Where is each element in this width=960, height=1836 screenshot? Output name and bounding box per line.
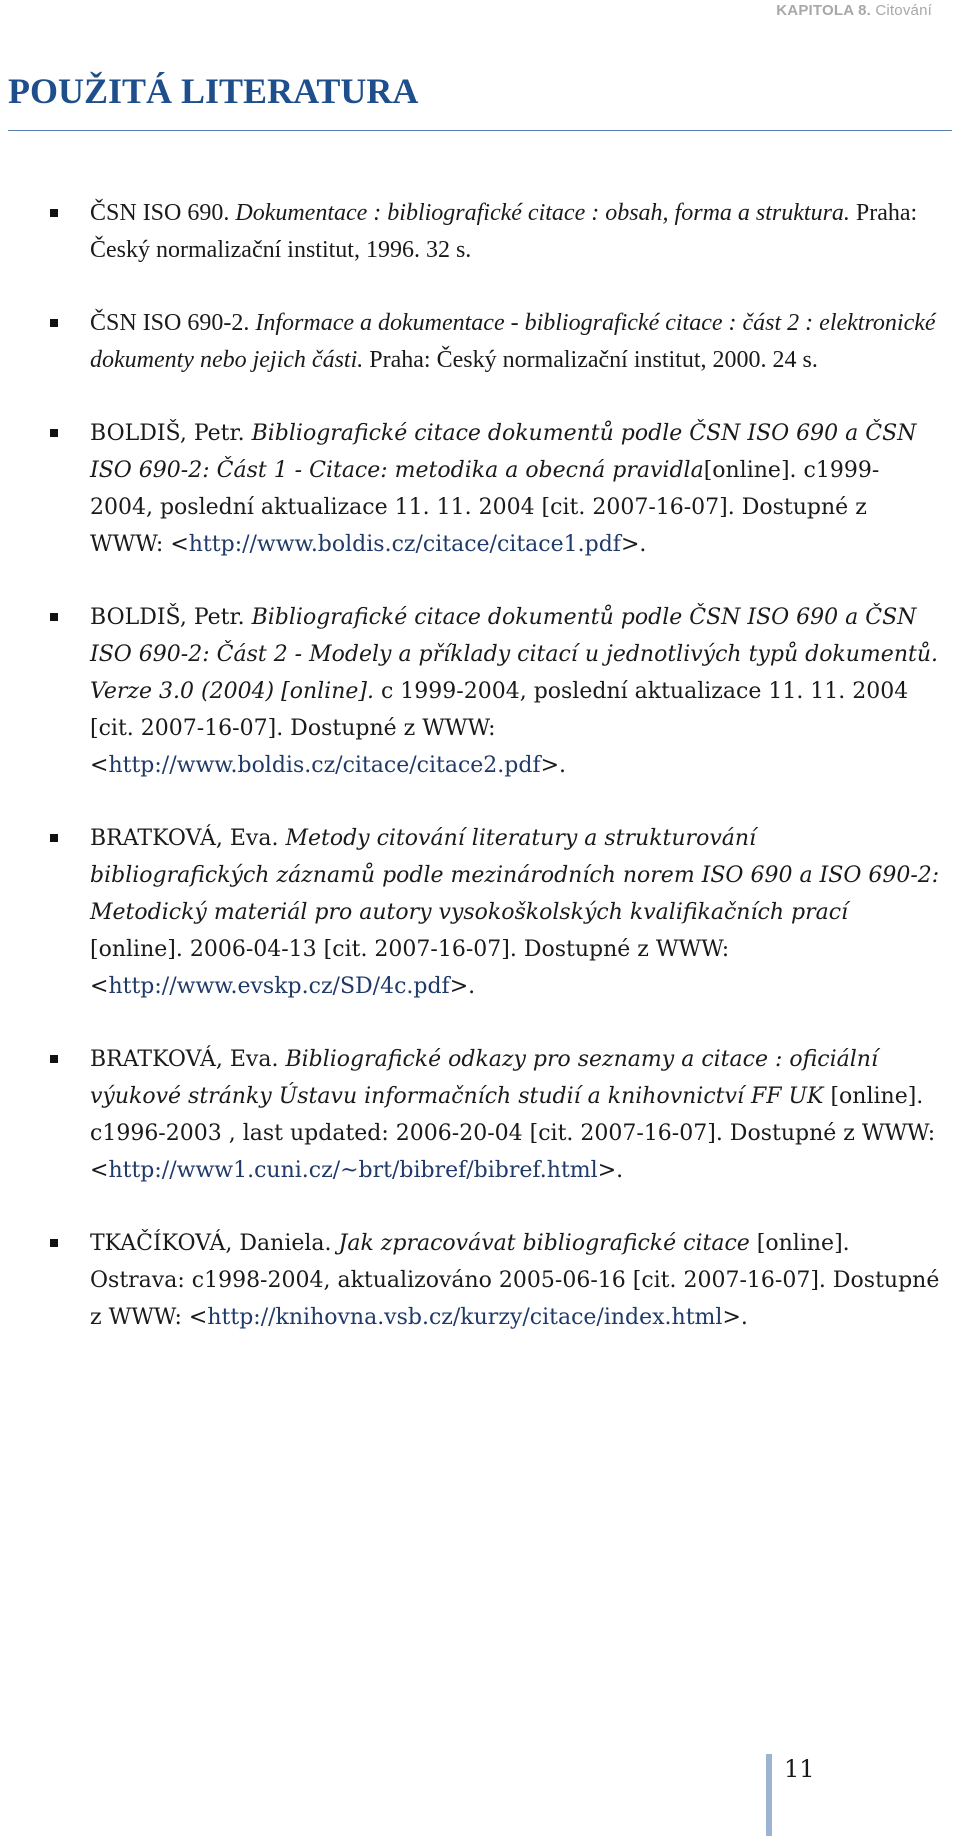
square-bullet-icon bbox=[50, 1055, 58, 1063]
square-bullet-icon bbox=[50, 613, 58, 621]
reference-item bbox=[0, 195, 960, 269]
reference-title: Metody citování literatury a strukturování bibliografických záznamů podle mezinárodních norem ISO 690 a ISO 690-2: Metodický materiál pro autory vysokoškolských kvalifikačních prací bbox=[90, 826, 940, 925]
reference-item bbox=[0, 599, 960, 784]
square-bullet-icon bbox=[50, 1239, 58, 1247]
reference-title: Bibliografické citace dokumentů podle ČSN ISO 690 a ČSN ISO 690-2: Část 1 - Citace: metodika a obecná pravidla bbox=[90, 421, 917, 483]
page-number: 11 bbox=[784, 1755, 815, 1783]
reference-author: BRATKOVÁ, Eva. bbox=[90, 826, 286, 851]
reference-details: [online]. 2006-04-13 [cit. 2007-16-07]. Dostupné z WWW: < bbox=[90, 937, 730, 999]
reference-item bbox=[0, 415, 960, 563]
square-bullet-icon bbox=[50, 209, 58, 217]
reference-details: Praha: Český normalizační institut, 2000. 24 s. bbox=[363, 347, 818, 373]
reference-end: >. bbox=[449, 974, 476, 999]
reference-end: >. bbox=[722, 1305, 748, 1330]
square-bullet-icon bbox=[50, 834, 58, 842]
reference-item bbox=[0, 1225, 960, 1336]
reference-details: [online]. c1996-2003 , last updated: 2006-20-04 [cit. 2007-16-07]. Dostupné z WWW: < bbox=[90, 1084, 936, 1183]
reference-end: >. bbox=[540, 753, 567, 778]
reference-details: [online]. c1999-2004, poslední aktualizace 11. 11. 2004 [cit. 2007-16-07]. Dostupné z WWW: < bbox=[90, 458, 880, 557]
reference-title: Dokumentace : bibliografické citace : obsah, forma a struktura. bbox=[235, 200, 850, 226]
reference-end: >. bbox=[620, 532, 647, 557]
reference-details: [online]. Ostrava: c1998-2004, aktualizováno 2005-06-16 [cit. 2007-16-07]. Dostupné z WWW: < bbox=[90, 1231, 940, 1330]
reference-url-link[interactable]: http://www1.cuni.cz/~brt/bibref/bibref.html bbox=[108, 1158, 598, 1183]
reference-author: BOLDIŠ, Petr. bbox=[90, 421, 252, 446]
reference-item bbox=[0, 820, 960, 1005]
square-bullet-icon bbox=[50, 429, 58, 437]
reference-url-link[interactable]: http://www.evskp.cz/SD/4c.pdf bbox=[108, 974, 450, 999]
reference-title: Bibliografické citace dokumentů podle ČSN ISO 690 a ČSN ISO 690-2: Část 2 - Modely a příklady citací u jednotlivých typů dokumentů. Verze 3.0 (2004) [online]. bbox=[90, 605, 938, 704]
reference-details: Praha: Český normalizační institut, 1996. 32 s. bbox=[90, 200, 918, 263]
reference-title: Bibliografické odkazy pro seznamy a citace : oficiální výukové stránky Ústavu informačních studií a knihovnictví FF UK bbox=[90, 1047, 879, 1109]
section-label: Citování bbox=[875, 2, 932, 19]
reference-url-link[interactable]: http://www.boldis.cz/citace/citace2.pdf bbox=[108, 753, 541, 778]
reference-author: ČSN ISO 690. bbox=[90, 200, 236, 226]
reference-list bbox=[0, 195, 960, 1372]
reference-item bbox=[0, 305, 960, 379]
reference-url-link[interactable]: http://www.boldis.cz/citace/citace1.pdf bbox=[188, 532, 621, 557]
reference-author: ČSN ISO 690-2. bbox=[90, 310, 256, 336]
reference-end: >. bbox=[597, 1158, 624, 1183]
reference-author: TKAČÍKOVÁ, Daniela. bbox=[90, 1231, 339, 1256]
reference-title: Jak zpracovávat bibliografické citace bbox=[338, 1231, 750, 1256]
reference-url-link[interactable]: http://knihovna.vsb.cz/kurzy/citace/index.html bbox=[207, 1305, 723, 1330]
square-bullet-icon bbox=[50, 319, 58, 327]
reference-author: BRATKOVÁ, Eva. bbox=[90, 1047, 286, 1072]
reference-details: c 1999-2004, poslední aktualizace 11. 11. 2004 [cit. 2007-16-07]. Dostupné z WWW: < bbox=[90, 679, 909, 778]
reference-title: Informace a dokumentace - bibliografické citace : část 2 : elektronické dokumenty nebo jejich části. bbox=[90, 310, 936, 373]
page-number-bar bbox=[766, 1754, 772, 1836]
running-header bbox=[776, 2, 932, 19]
reference-author: BOLDIŠ, Petr. bbox=[90, 605, 252, 630]
page-title: POUŽITÁ LITERATURA bbox=[8, 70, 952, 131]
chapter-label: KAPITOLA 8. bbox=[776, 2, 871, 19]
reference-item bbox=[0, 1041, 960, 1189]
